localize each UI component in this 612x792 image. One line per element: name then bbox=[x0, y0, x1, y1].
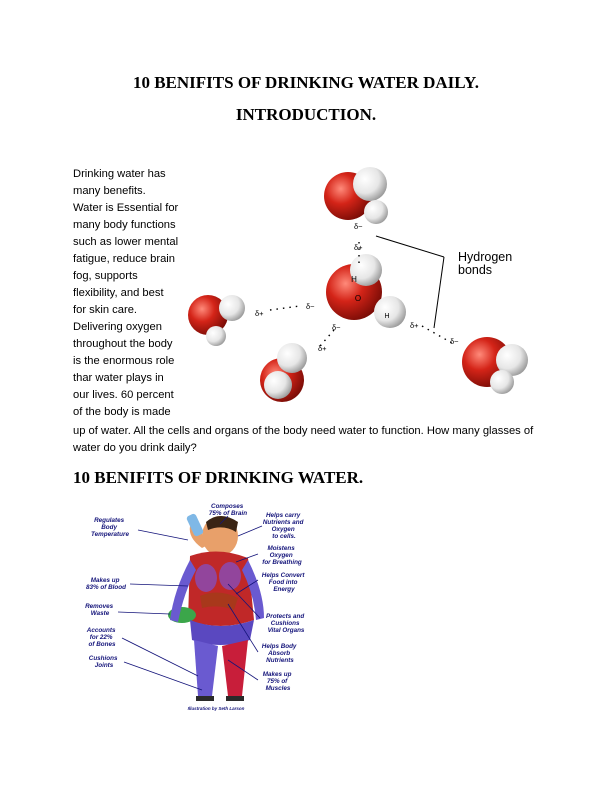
page-title: 10 BENIFITS OF DRINKING WATER DAILY. bbox=[132, 73, 480, 92]
water-molecule-center bbox=[326, 254, 406, 328]
hydrogen-bonds-label-line1: Hydrogen bbox=[458, 250, 513, 264]
delta-minus-label: δ− bbox=[306, 302, 315, 311]
water-molecule-top bbox=[324, 167, 388, 224]
water-molecule-left bbox=[188, 295, 245, 346]
illustration-credit: Illustration by Seth Larson bbox=[187, 706, 245, 711]
intro-line: flexibility, and best bbox=[73, 287, 164, 299]
intro-line: Drinking water has bbox=[73, 168, 166, 180]
intro-line: many benefits. bbox=[73, 185, 146, 197]
intro-line: fatigue, reduce brain bbox=[73, 253, 175, 265]
label-removes-waste: Removes Waste bbox=[85, 603, 114, 617]
intro-line: our lives. 60 percent bbox=[73, 389, 174, 401]
label-bones: Accounts for 22% of Bones bbox=[86, 627, 116, 648]
hydrogen-bonds-label-line2: bonds bbox=[458, 263, 493, 277]
intro-line: of the body is made bbox=[73, 406, 171, 418]
label-muscles: Makes up 75% of Muscles bbox=[262, 671, 292, 692]
delta-plus-label: δ+ bbox=[410, 321, 419, 330]
continuation-line: up of water. All the cells and organs of the body need water to function. How many glasses of bbox=[73, 425, 534, 437]
intro-line: for skin care. bbox=[73, 304, 138, 316]
intro-line: Water is Essential for bbox=[73, 202, 179, 214]
intro-line: many body functions bbox=[73, 219, 176, 231]
label-absorb-nutrients: Helps Body Absorb Nutrients bbox=[261, 643, 297, 664]
delta-minus-label: δ− bbox=[332, 323, 341, 332]
continuation-line: water do you drink daily? bbox=[73, 442, 197, 454]
water-molecule-bottom-left bbox=[260, 343, 307, 402]
delta-plus-label: δ+ bbox=[354, 243, 363, 252]
intro-line: is the enormous role bbox=[73, 355, 175, 367]
o-label: O bbox=[354, 294, 362, 303]
label-convert-energy: Helps Convert Food into Energy bbox=[261, 572, 305, 593]
section-heading: 10 BENIFITS OF DRINKING WATER. bbox=[73, 468, 364, 487]
label-protects-organs: Protects and Cushions Vital Organs bbox=[266, 613, 305, 634]
water-molecule-figure bbox=[182, 160, 552, 405]
delta-plus-label: δ+ bbox=[255, 309, 264, 318]
delta-plus-label: δ+ bbox=[318, 344, 327, 353]
label-composes-brain: Composes 75% of Brain bbox=[208, 503, 248, 517]
delta-minus-label: δ− bbox=[354, 222, 363, 231]
water-body-illustration bbox=[78, 500, 328, 714]
delta-minus-label: δ− bbox=[450, 337, 459, 346]
intro-line: throughout the body bbox=[73, 338, 173, 350]
label-moistens-oxygen: Moistens Oxygen for Breathing bbox=[262, 545, 302, 566]
intro-line: Delivering oxygen bbox=[73, 321, 162, 333]
intro-line: such as lower mental bbox=[73, 236, 179, 248]
label-joints: Cushions Joints bbox=[88, 655, 118, 669]
label-regulates-temperature: Regulates Body Temperature bbox=[91, 517, 129, 538]
page-subtitle: INTRODUCTION. bbox=[235, 105, 377, 124]
water-molecule-right bbox=[462, 337, 528, 394]
label-nutrients-oxygen: Helps carry Nutrients and Oxygen to cells. bbox=[262, 512, 304, 540]
label-makes-blood: Makes up 83% of Blood bbox=[86, 577, 126, 591]
h-label: H bbox=[384, 313, 390, 320]
h-label: H bbox=[351, 275, 357, 284]
intro-line: fog, supports bbox=[73, 270, 138, 282]
intro-line: thar water plays in bbox=[73, 372, 164, 384]
